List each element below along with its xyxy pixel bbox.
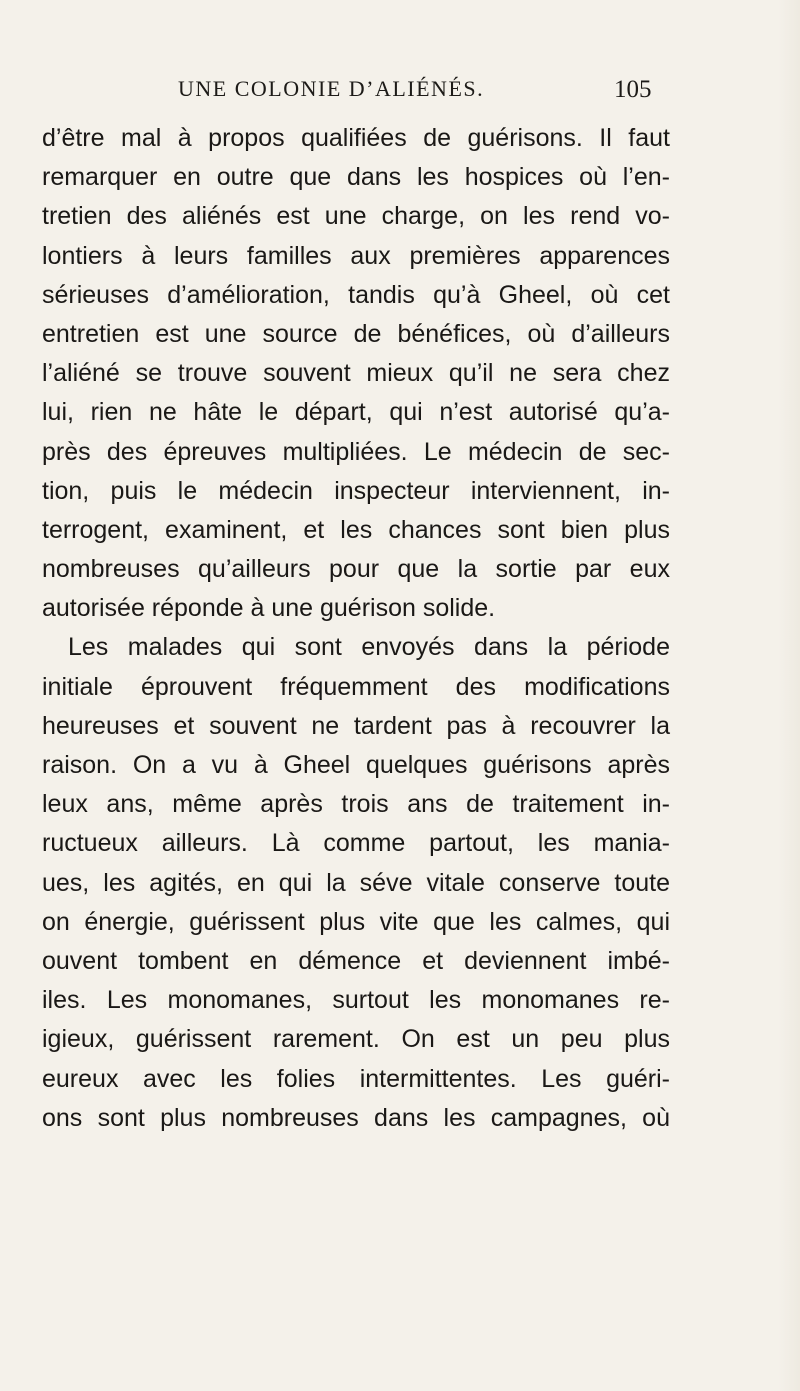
text-line: heureuses et souvent ne tardent pas à recouvrer la [42, 711, 670, 740]
running-title: UNE COLONIE D’ALIÉNÉS. [178, 76, 485, 101]
text-line: Les malades qui sont envoyés dans la période [68, 633, 670, 662]
body-text [42, 119, 670, 1138]
text-line: iles. Les monomanes, surtout les monomanes re- [42, 986, 670, 1015]
text-line: tion, puis le médecin inspecteur interviennent, in- [42, 476, 670, 505]
text-line: l’aliéné se trouve souvent mieux qu’il ne sera chez [42, 359, 670, 388]
text-line: eureux avec les folies intermittentes. Les guéri- [42, 1064, 670, 1093]
text-line: ouvent tombent en démence et deviennent imbé- [42, 946, 670, 975]
text-line: tretien des aliénés est une charge, on les rend vo- [42, 202, 670, 231]
text-line: entretien est une source de bénéfices, où d’ailleurs [42, 319, 670, 348]
page-edge [778, 0, 800, 1391]
text-line: remarquer en outre que dans les hospices où l’en- [42, 163, 670, 192]
text-line: sérieuses d’amélioration, tandis qu’à Gheel, où cet [42, 280, 670, 309]
paragraph [42, 119, 670, 628]
text-line: autorisée réponde à une guérison solide. [42, 594, 496, 623]
text-line: nombreuses qu’ailleurs pour que la sortie par eux [42, 555, 670, 584]
text-line: lui, rien ne hâte le départ, qui n’est autorisé qu’a- [42, 398, 670, 427]
text-line: on énergie, guérissent plus vite que les calmes, qui [42, 907, 670, 936]
running-head [0, 76, 800, 116]
text-line: ructueux ailleurs. Là comme partout, les mania- [42, 829, 670, 858]
text-line: raison. On a vu à Gheel quelques guérisons après [42, 751, 670, 779]
text-line: d’être mal à propos qualifiées de guérisons. Il faut [42, 124, 670, 152]
paragraph [42, 628, 670, 1137]
text-line: igieux, guérissent rarement. On est un peu plus [42, 1025, 670, 1054]
text-line: terrogent, examinent, et les chances sont bien plus [42, 515, 670, 544]
text-line: ons sont plus nombreuses dans les campagnes, où [42, 1103, 670, 1132]
text-line: lontiers à leurs familles aux premières apparences [42, 241, 670, 270]
text-line: initiale éprouvent fréquemment des modifications [42, 672, 670, 701]
text-line: près des épreuves multipliées. Le médecin de sec- [42, 437, 670, 466]
page-number: 105 [614, 76, 652, 103]
text-line: leux ans, même après trois ans de traitement in- [42, 790, 670, 819]
text-line: ues, les agités, en qui la séve vitale conserve toute [42, 868, 670, 897]
